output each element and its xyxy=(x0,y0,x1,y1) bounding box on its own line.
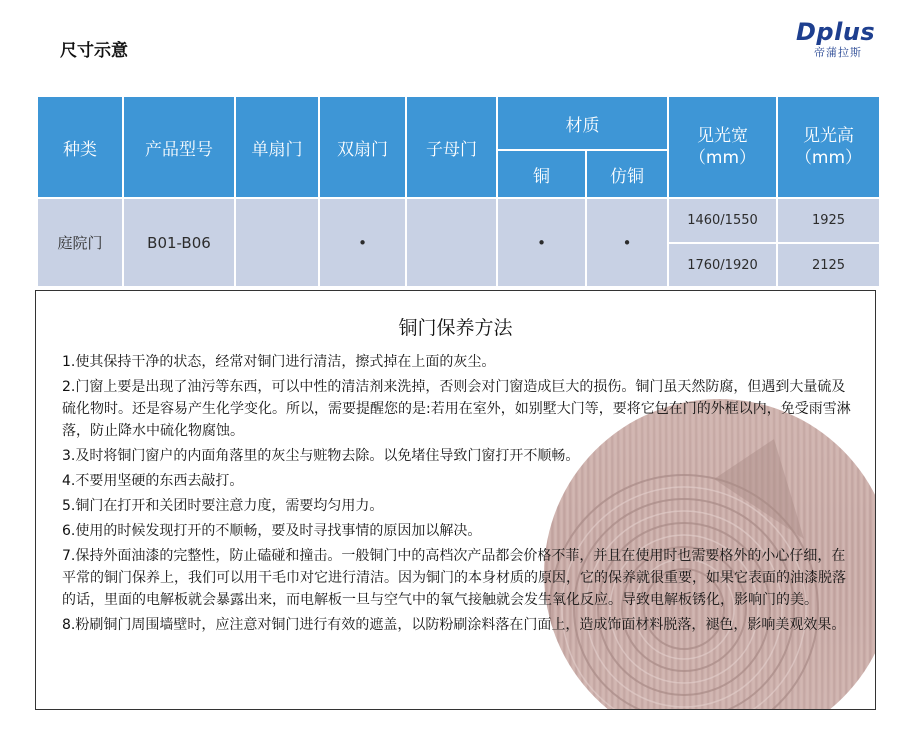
col-single: 单扇门 xyxy=(235,96,319,198)
cell-mother xyxy=(406,198,497,287)
cell-width-2: 1760/1920 xyxy=(668,243,777,287)
care-item-2: 2.门窗上要是出现了油污等东西，可以中性的清洁剂来洗掉，否则会对门窗造成巨大的损伤。铜门虽天然防腐，但遇到大量硫及硫化物时。还是容易产生化学变化。所以，需要提醒您的是:若用在室外，如别墅大门等，要将它包在门的外框以内，免受雨雪淋落，防止降水中硫化物腐蚀。 xyxy=(62,379,851,439)
col-type: 种类 xyxy=(37,96,123,198)
page-title: 尺寸示意 xyxy=(60,41,128,61)
brand-logo xyxy=(796,20,882,60)
col-width xyxy=(668,96,777,198)
col-width-unit: （mm） xyxy=(688,148,757,168)
cell-type: 庭院门 xyxy=(37,198,123,287)
care-list xyxy=(62,351,857,639)
cell-height-2: 2125 xyxy=(777,243,880,287)
cell-copper: • xyxy=(497,198,586,287)
col-height-label: 见光高 xyxy=(803,126,854,146)
col-imitation: 仿铜 xyxy=(586,150,668,198)
logo-subtext: 帝蒲拉斯 xyxy=(814,46,862,59)
cell-width-1: 1460/1550 xyxy=(668,198,777,243)
col-height xyxy=(777,96,880,198)
cell-model: B01-B06 xyxy=(123,198,235,287)
care-item-1: 1.使其保持干净的状态，经常对铜门进行清洁，擦式掉在上面的灰尘。 xyxy=(62,354,496,370)
care-title: 铜门保养方法 xyxy=(398,317,513,339)
col-width-label: 见光宽 xyxy=(697,126,748,146)
cell-single xyxy=(235,198,319,287)
col-model: 产品型号 xyxy=(123,96,235,198)
col-double: 双扇门 xyxy=(319,96,406,198)
care-item-7: 7.保持外面油漆的完整性，防止磕碰和撞击。一般铜门中的高档次产品都会价格不菲，并且在使用时也需要格外的小心仔细，在平常的铜门保养上，我们可以用干毛巾对它进行清洁。因为铜门的本身材质的原因，它的保养就很重要，如果它表面的油漆脱落的话，里面的电解板就会暴露出来，而电解板一旦与空气中的氧气接触就会发生氧化反应。导致电解板锈化，影响门的美。 xyxy=(62,548,846,608)
care-item-4: 4.不要用坚硬的东西去敲打。 xyxy=(62,473,244,489)
cell-height-1: 1925 xyxy=(777,198,880,243)
col-mother: 子母门 xyxy=(406,96,497,198)
cell-imitation: • xyxy=(586,198,668,287)
col-material: 材质 xyxy=(497,96,668,150)
cell-double: • xyxy=(319,198,406,287)
col-height-unit: （mm） xyxy=(794,148,863,168)
col-copper: 铜 xyxy=(497,150,586,198)
care-item-8: 8.粉刷铜门周围墙壁时，应注意对铜门进行有效的遮盖，以防粉刷涂料落在门面上，造成饰面材料脱落，褪色，影响美观效果。 xyxy=(62,617,846,633)
care-item-5: 5.铜门在打开和关团时要注意力度，需要均匀用力。 xyxy=(62,498,384,514)
care-item-3: 3.及时将铜门窗户的内面角落里的灰尘与赃物去除。以免堵住导致门窗打开不顺畅。 xyxy=(62,448,580,464)
care-box xyxy=(35,290,876,710)
logo-text: Dplus xyxy=(796,18,876,46)
care-item-6: 6.使用的时候发现打开的不顺畅，要及时寻找事情的原因加以解决。 xyxy=(62,523,482,539)
spec-table xyxy=(36,95,881,288)
